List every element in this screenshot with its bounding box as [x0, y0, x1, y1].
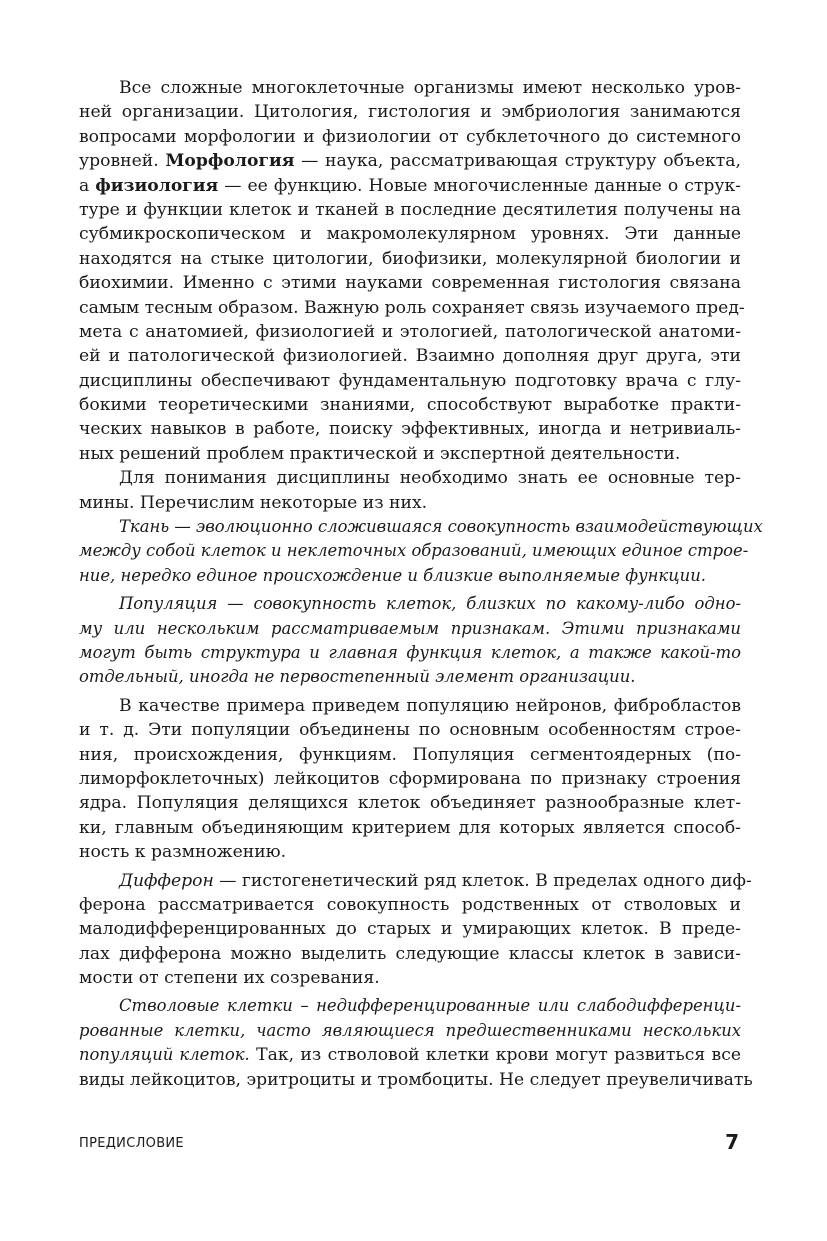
page-number: 7 [725, 1130, 739, 1154]
definition-population-line: могут быть структура и главная функция клеток, а также какой-то [79, 642, 741, 662]
term-physiology: физиология [95, 175, 219, 196]
text-line: дисциплины обеспечивают фундаментальную подготовку врача с глу- [79, 370, 741, 391]
definition-tissue-line: ние, нередко единое происхождение и близкие выполняемые функции. [79, 565, 706, 585]
text-line: мины. Перечислим некоторые из них. [79, 492, 428, 513]
text-line: Все сложные многоклеточные организмы имеют несколько уров- [119, 78, 741, 98]
term-morphology: Морфология [165, 151, 295, 172]
text-line: субмикроскопическом и макромолекулярном уровнях. Эти данные [79, 224, 741, 245]
text-line: самым тесным образом. Важную роль сохраняет связь изучаемого пред- [79, 297, 745, 318]
text-line [79, 1043, 741, 1067]
definition-tissue-line: между собой клеток и неклеточных образований, имеющих единое строе- [79, 541, 749, 561]
text-line: вопросами морфологии и физиологии от субклеточного до системного [79, 126, 741, 147]
text-fragment: а [79, 175, 96, 196]
text-fragment: уровней. [79, 151, 166, 172]
text-line: виды лейкоцитов, эритроциты и тромбоциты. Не следует преувеличивать [79, 1069, 753, 1090]
text-line: мета с анатомией, физиологией и этологией, патологической анатоми- [79, 321, 741, 342]
text-fragment: Так, из стволовой клетки крови могут развиться все [249, 1045, 742, 1066]
text-line: находятся на стыке цитологии, биофизики, молекулярной биологии и [79, 248, 741, 269]
text-line [79, 149, 741, 173]
text-fragment: — гистогенетический ряд клеток. В пределах одного диф- [213, 870, 752, 891]
text-line: туре и функции клеток и тканей в последние десятилетия получены на [79, 199, 741, 220]
italic-fragment: популяций клеток. [79, 1045, 250, 1065]
text-line: бокими теоретическими знаниями, способствуют выработке практи- [79, 395, 741, 416]
term-differon: Дифферон [119, 870, 214, 891]
definition-tissue-line: Ткань — эволюционно сложившаяся совокупность взаимодействующих [119, 517, 763, 537]
text-line: ядра. Популяция делящихся клеток объединяет разнообразные клет- [79, 793, 741, 814]
text-line: В качестве примера приведем популяцию нейронов, фибробластов [119, 695, 741, 716]
text-line [79, 174, 741, 198]
running-footer-section: ПРЕДИСЛОВИЕ [79, 1136, 184, 1151]
definition-population-line: му или нескольким рассматриваемым признакам. Этими признаками [79, 618, 741, 638]
text-line: ных решений проблем практической и экспертной деятельности. [79, 443, 681, 464]
text-line: Для понимания дисциплины необходимо знать ее основные тер- [119, 468, 741, 489]
definition-population-line: Популяция — совокупность клеток, близких по какому-либо одно- [119, 594, 741, 614]
text-line: ческих навыков в работе, поиску эффективных, иногда и нетривиаль- [79, 419, 741, 440]
text-line: ней организации. Цитология, гистология и эмбриология занимаются [79, 102, 741, 123]
text-line: ность к размножению. [79, 842, 287, 863]
text-line: ки, главным объединяющим критерием для которых является способ- [79, 817, 741, 838]
text-line: лиморфоклеточных) лейкоцитов сформирована по признаку строения [79, 768, 741, 789]
text-line: биохимии. Именно с этими науками современная гистология связана [79, 273, 741, 294]
body-text [79, 76, 763, 1092]
text-line: Стволовые клетки – недифференцированные или слабодифференци- [119, 996, 741, 1016]
text-line: ния, происхождения, функциям. Популяция сегментоядерных (по- [79, 744, 741, 765]
text-line: лах дифферона можно выделить следующие классы клеток в зависи- [79, 943, 741, 964]
text-line: ферона рассматривается совокупность родственных от стволовых и [79, 894, 741, 915]
text-fragment: — наука, рассматривающая структуру объекта, [294, 151, 741, 172]
text-line: и т. д. Эти популяции объединены по основным особенностям строе- [79, 720, 741, 741]
text-line: рованные клетки, часто являющиеся предшественниками нескольких [79, 1020, 741, 1040]
definition-population-line: отдельный, иногда не первостепенный элемент организации. [79, 667, 636, 687]
text-line: ей и патологической физиологией. Взаимно дополняя друг друга, эти [79, 346, 741, 367]
text-fragment: — ее функцию. Новые многочисленные данные о струк- [218, 175, 741, 196]
text-line: мости от степени их созревания. [79, 968, 380, 989]
text-line [79, 869, 752, 893]
text-line: малодифференцированных до старых и умирающих клеток. В преде- [79, 919, 741, 940]
